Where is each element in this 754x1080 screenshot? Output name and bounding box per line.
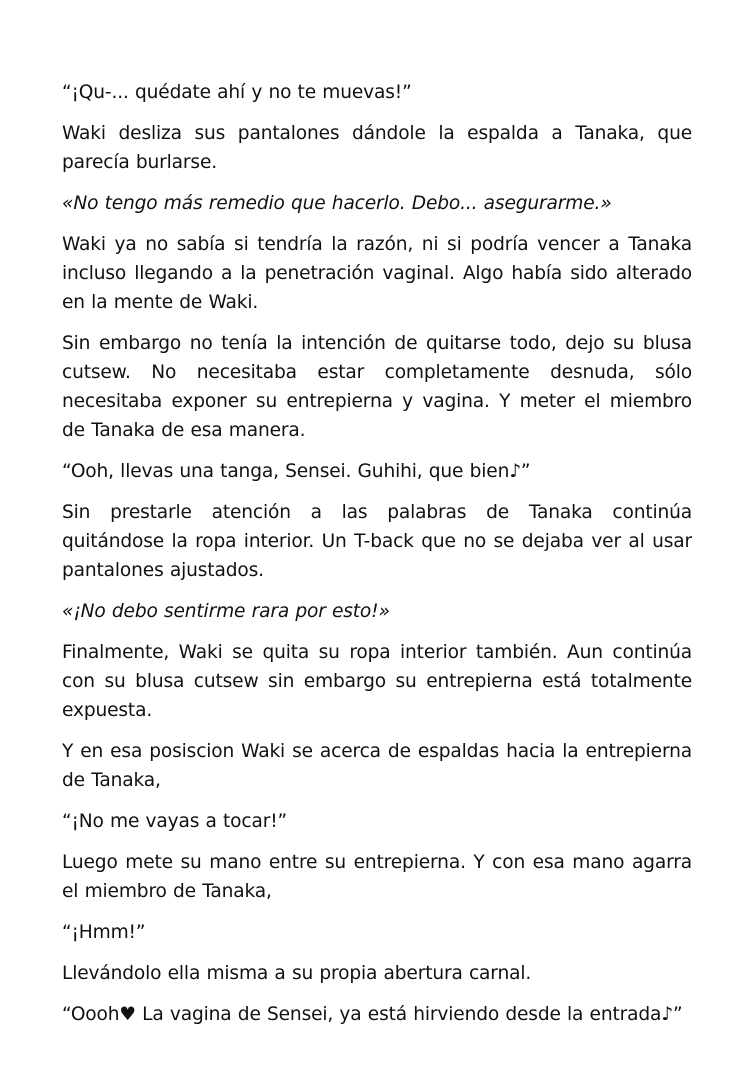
narration-paragraph: Finalmente, Waki se quita su ropa interior también. Aun continúa con su blusa cutsew sin embargo su entrepierna está totalmente expuesta. (62, 642, 692, 721)
thought-line: «No tengo más remedio que hacerlo. Debo... asegurarme.» (62, 193, 612, 214)
dialogue-line: “Oooh♥ La vagina de Sensei, ya está hirviendo desde la entrada♪” (62, 1004, 683, 1025)
dialogue-line: “¡Qu-... quédate ahí y no te muevas!” (62, 82, 412, 103)
narration-paragraph: Sin embargo no tenía la intención de quitarse todo, dejo su blusa cutsew. No necesitaba estar completamente desnuda, sólo necesitaba exponer su entrepierna y vagina. Y meter el miembro de Tanaka de esa manera. (62, 333, 692, 441)
narration-paragraph: Sin prestarle atención a las palabras de Tanaka continúa quitándose la ropa interior. Un T-back que no se dejaba ver al usar pantalones ajustados. (62, 502, 692, 581)
dialogue-line: “Ooh, llevas una tanga, Sensei. Guhihi, que bien♪” (62, 461, 531, 482)
narration-paragraph: Waki ya no sabía si tendría la razón, ni si podría vencer a Tanaka incluso llegando a la penetración vaginal. Algo había sido alterado en la mente de Waki. (62, 234, 692, 313)
narration-paragraph: Luego mete su mano entre su entrepierna. Y con esa mano agarra el miembro de Tanaka, (62, 852, 692, 902)
document-page (62, 78, 692, 1041)
dialogue-line: “¡Hmm!” (62, 922, 146, 943)
dialogue-line: “¡No me vayas a tocar!” (62, 811, 288, 832)
thought-line: «¡No debo sentirme rara por esto!» (62, 601, 390, 622)
narration-paragraph: Llevándolo ella misma a su propia abertura carnal. (62, 963, 532, 984)
narration-paragraph: Waki desliza sus pantalones dándole la espalda a Tanaka, que parecía burlarse. (62, 123, 692, 173)
narration-paragraph: Y en esa posiscion Waki se acerca de espaldas hacia la entrepierna de Tanaka, (62, 741, 692, 791)
